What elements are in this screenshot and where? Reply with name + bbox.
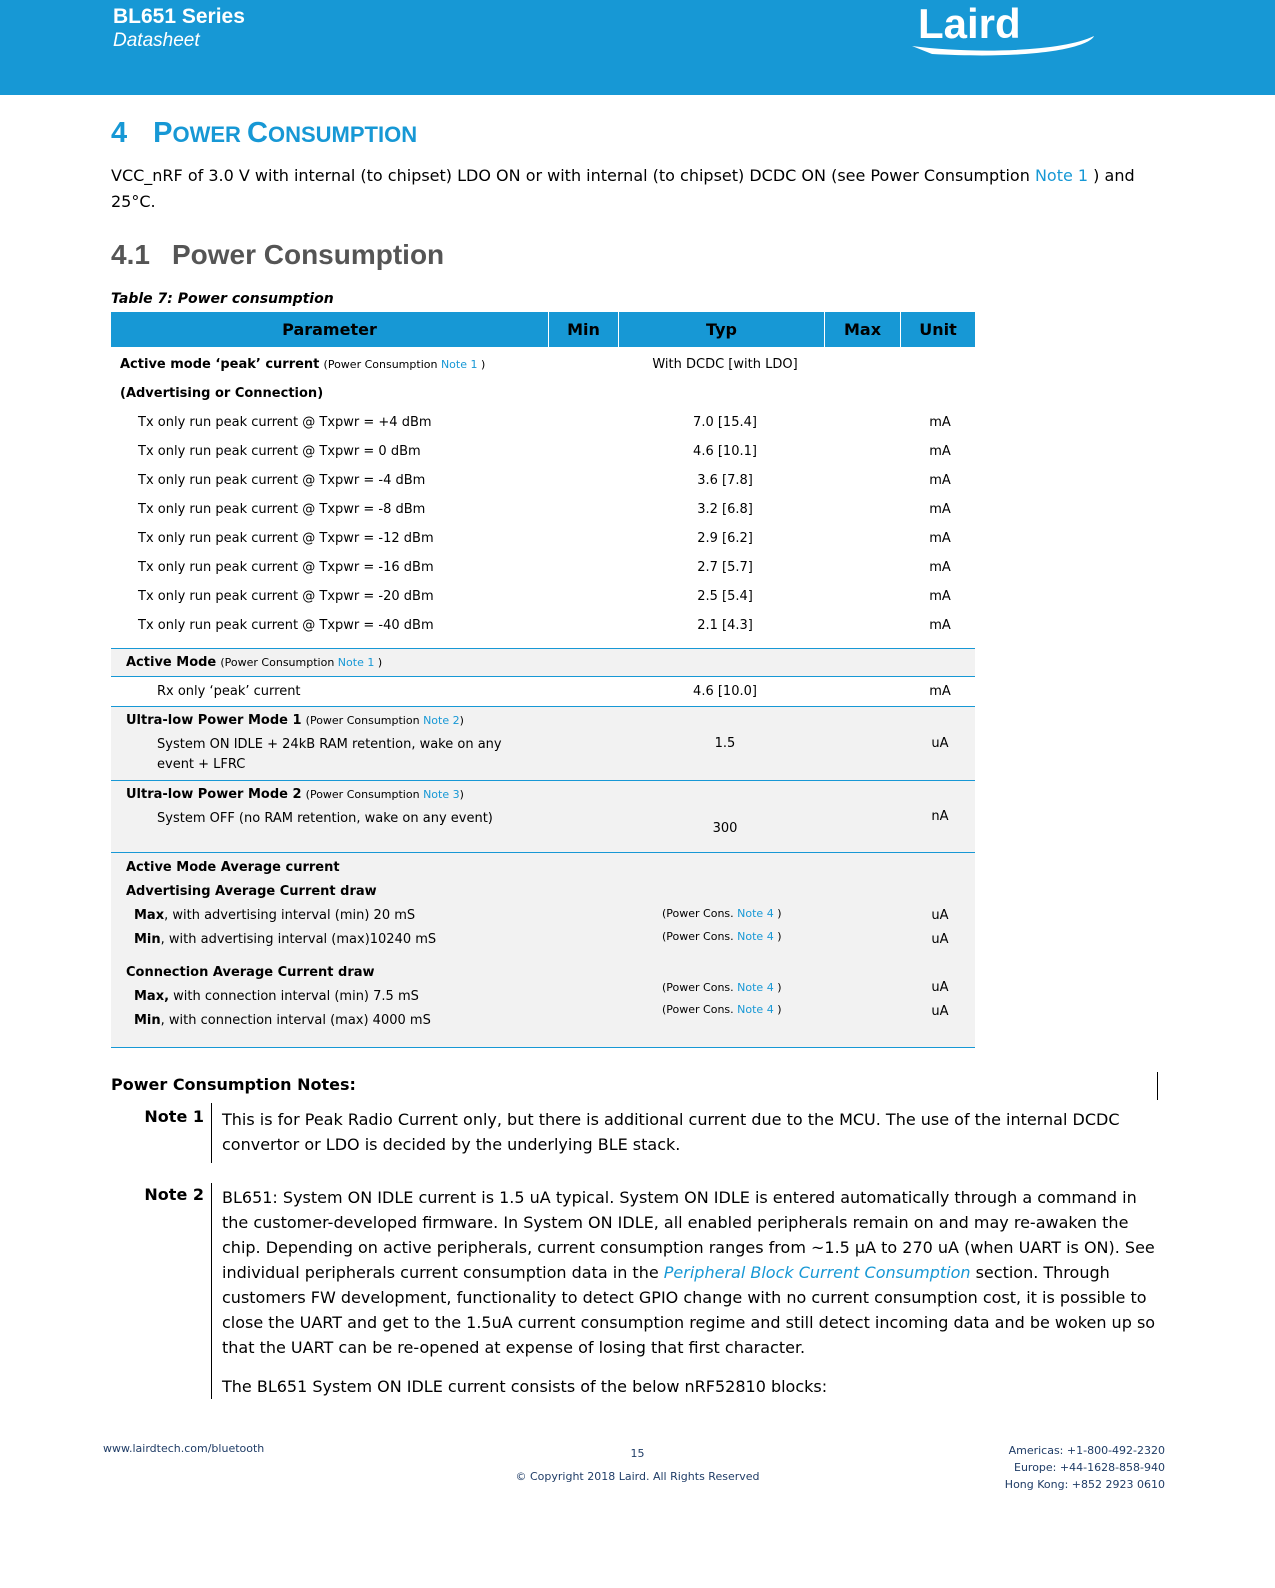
note-2-text-a: BL651: System ON IDLE current is 1.5 uA typical. System ON IDLE is entered automatically through a command in the customer-developed firmware. In System ON IDLE, all enabled peripherals remain on and may re-awaken the chip. Depending on active peripherals, current consumption ranges from ~1.5 µA to 270 uA (when UART is ON). See individual peripherals current consumption data in the: [222, 1188, 1155, 1282]
param-text: , with advertising interval (max)10240 mS: [160, 932, 437, 947]
conn-max-ref: [662, 981, 782, 994]
peak-row-param: Tx only run peak current @ Txpwr = -4 dBm: [138, 473, 426, 488]
peak-row-typ: 4.6 [10.1]: [693, 444, 757, 459]
ref-text: (Power Consumption: [305, 788, 424, 801]
param-text: , with connection interval (max) 4000 mS: [160, 1013, 431, 1028]
typ-condition-header: With DCDC [with LDO]: [652, 357, 798, 372]
note-4-link[interactable]: Note 4: [737, 981, 774, 994]
heading-part: P: [153, 117, 173, 149]
note-2-text-b: section. Through customers FW development, functionality to detect GPIO change with no current consumption cost, it is possible to close the UART and get to the 1.5uA current consumption regime and still detect incoming data and be woken up so that the UART can be re-opened at expense of losing that first character.: [222, 1263, 1156, 1357]
contact-info: [900, 1442, 1165, 1493]
ulp1-typ: 1.5: [714, 736, 736, 751]
phone-americas: Americas: +1-800-492-2320: [1008, 1444, 1165, 1457]
peak-row-unit: mA: [929, 618, 951, 633]
ulp1-unit: uA: [931, 736, 949, 751]
ulp2-typ: 300: [712, 821, 738, 836]
peak-row-param: Tx only run peak current @ Txpwr = 0 dBm: [138, 444, 421, 459]
ref-text: (Power Cons.: [662, 1003, 738, 1016]
note-3-link[interactable]: Note 3: [423, 788, 460, 801]
ref-text: (Power Consumption: [220, 656, 338, 669]
peak-row-unit: mA: [929, 473, 951, 488]
note-divider: [211, 1103, 212, 1163]
ref-text: ): [773, 930, 782, 943]
note-1-link[interactable]: Note 1: [337, 656, 375, 669]
conn-max-param: [134, 989, 419, 1004]
note-4-link[interactable]: Note 4: [737, 930, 774, 943]
adv-min-unit: uA: [931, 932, 949, 947]
phone-europe: Europe: +44-1628-858-940: [1014, 1461, 1165, 1474]
ref-text: (Power Cons.: [662, 907, 738, 920]
param-text: with connection interval (min) 7.5 mS: [169, 989, 419, 1004]
ref-text: (Power Consumption: [305, 714, 424, 727]
conn-max-unit: uA: [931, 980, 949, 995]
note-1-link[interactable]: Note 1: [440, 358, 478, 371]
peak-row-param: Tx only run peak current @ Txpwr = -16 dBm: [138, 560, 434, 575]
param-text: , with advertising interval (min) 20 mS: [164, 908, 416, 923]
ref-text: ): [374, 656, 383, 669]
note-1-label: Note 1: [144, 1107, 204, 1126]
header-parameter: Parameter: [111, 312, 549, 347]
ulp2-unit: nA: [931, 809, 949, 824]
param-bold: Min: [134, 1013, 161, 1028]
peak-row-typ: 7.0 [15.4]: [693, 415, 757, 430]
phone-hongkong: Hong Kong: +852 2923 0610: [1004, 1478, 1165, 1491]
intro-text: ) and 25°C.: [111, 166, 1135, 211]
ulp1-label-text: Ultra-low Power Mode 1: [126, 713, 302, 728]
ref-text: ): [773, 907, 782, 920]
intro-text: VCC_nRF of 3.0 V with internal (to chipset) LDO ON or with internal (to chipset) DCDC ON (see Power Consumption: [111, 166, 1035, 185]
peak-row-typ: 3.6 [7.8]: [697, 473, 753, 488]
note-2-label: Note 2: [144, 1185, 204, 1204]
ref-text: ): [459, 714, 464, 727]
param-bold: Min: [134, 932, 161, 947]
heading-part: OWER: [172, 122, 248, 147]
rx-peak-typ: 4.6 [10.0]: [693, 684, 757, 699]
ref-text: ): [477, 358, 486, 371]
peak-row-param: Tx only run peak current @ Txpwr = -8 dBm: [138, 502, 426, 517]
ulp2-param: System OFF (no RAM retention, wake on any event): [157, 811, 493, 826]
peak-row-typ: 2.9 [6.2]: [697, 531, 753, 546]
header-min: Min: [549, 312, 619, 347]
note-1-text: This is for Peak Radio Current only, but there is additional current due to the MCU. The use of the internal DCDC convertor or LDO is decided by the underlying BLE stack.: [222, 1110, 1120, 1154]
active-label-text: Active Mode: [126, 655, 217, 670]
intro-paragraph: [111, 163, 1161, 215]
header-typ: Typ: [619, 312, 825, 347]
ulp2-label: [126, 787, 464, 802]
conn-min-ref: [662, 1003, 782, 1016]
notes-title: Power Consumption Notes:: [111, 1075, 356, 1094]
heading-part: C: [247, 117, 268, 149]
ref-text: (Power Consumption: [323, 358, 441, 371]
peak-row-unit: mA: [929, 531, 951, 546]
peak-label-text: Active mode ‘peak’ current: [120, 357, 320, 372]
note-2-link[interactable]: Note 2: [423, 714, 460, 727]
peak-current-label: [120, 357, 485, 372]
conn-min-param: [134, 1013, 431, 1028]
adv-avg-label: Advertising Average Current draw: [126, 884, 377, 899]
copyright: © Copyright 2018 Laird. All Rights Reserved: [515, 1470, 760, 1483]
divider: [111, 676, 975, 677]
active-mode-label: [126, 655, 382, 670]
peak-row-unit: mA: [929, 560, 951, 575]
table-caption: Table 7: Power consumption: [111, 291, 334, 307]
ref-text: (Power Cons.: [662, 981, 738, 994]
peak-row-unit: mA: [929, 502, 951, 517]
website-link[interactable]: www.lairdtech.com/bluetooth: [103, 1442, 265, 1455]
note-1-link[interactable]: Note 1: [1034, 166, 1089, 185]
peak-row-typ: 2.7 [5.7]: [697, 560, 753, 575]
table-header-row: [111, 312, 975, 347]
subsection-number: 4.1: [111, 239, 150, 270]
page-header: [0, 0, 1275, 95]
product-series: BL651 Series: [113, 5, 245, 28]
note-4-link[interactable]: Note 4: [737, 1003, 774, 1016]
peak-row-unit: mA: [929, 415, 951, 430]
laird-logo: [912, 0, 1112, 60]
param-bold: Max: [134, 908, 165, 923]
subsection-title: Power Consumption: [171, 239, 445, 270]
rx-peak-unit: mA: [929, 684, 951, 699]
adv-max-unit: uA: [931, 908, 949, 923]
adv-max-param: [134, 908, 415, 923]
subsection-heading: [111, 239, 444, 271]
section-heading: [111, 117, 417, 150]
page-number: 15: [630, 1447, 645, 1460]
note-2-text-c: The BL651 System ON IDLE current consists of the below nRF52810 blocks:: [222, 1377, 828, 1396]
ulp1-label: [126, 713, 464, 728]
ref-text: ): [459, 788, 464, 801]
rx-peak-param: Rx only ‘peak’ current: [157, 684, 301, 699]
ulp2-label-text: Ultra-low Power Mode 2: [126, 787, 302, 802]
peak-row-unit: mA: [929, 444, 951, 459]
conn-min-unit: uA: [931, 1004, 949, 1019]
heading-part: ONSUMPTION: [268, 122, 418, 147]
peak-row-param: Tx only run peak current @ Txpwr = -40 dBm: [138, 618, 434, 633]
peak-row-unit: mA: [929, 589, 951, 604]
peak-row-typ: 2.5 [5.4]: [697, 589, 753, 604]
adv-max-ref: [662, 907, 782, 920]
peak-row-typ: 2.1 [4.3]: [697, 618, 753, 633]
divider: [111, 1047, 975, 1048]
section-number: 4: [111, 117, 128, 149]
note-2-text: [222, 1185, 1157, 1360]
note-4-link[interactable]: Note 4: [737, 907, 774, 920]
peak-row-param: Tx only run peak current @ Txpwr = -12 dBm: [138, 531, 434, 546]
adv-min-param: [134, 932, 436, 947]
peripheral-block-link[interactable]: Peripheral Block Current Consumption: [663, 1263, 971, 1282]
peak-row-param: Tx only run peak current @ Txpwr = +4 dBm: [138, 415, 432, 430]
peak-row-typ: 3.2 [6.8]: [697, 502, 753, 517]
document-type: Datasheet: [113, 30, 200, 51]
peak-row-param: Tx only run peak current @ Txpwr = -20 dBm: [138, 589, 434, 604]
ref-text: ): [773, 981, 782, 994]
ulp1-param-line2: event + LFRC: [157, 757, 246, 772]
note-divider: [211, 1183, 212, 1399]
avg-label: Active Mode Average current: [126, 860, 340, 875]
logo-text: Laird: [918, 0, 1021, 47]
ref-text: (Power Cons.: [662, 930, 738, 943]
param-bold: Max,: [134, 989, 170, 1004]
ulp1-param-line1: System ON IDLE + 24kB RAM retention, wake on any: [157, 737, 502, 752]
conn-avg-label: Connection Average Current draw: [126, 965, 375, 980]
header-max: Max: [825, 312, 901, 347]
header-unit: Unit: [919, 320, 957, 339]
peak-sub-label: (Advertising or Connection): [120, 386, 324, 401]
change-bar: [1157, 1072, 1158, 1100]
adv-min-ref: [662, 930, 782, 943]
ref-text: ): [773, 1003, 782, 1016]
